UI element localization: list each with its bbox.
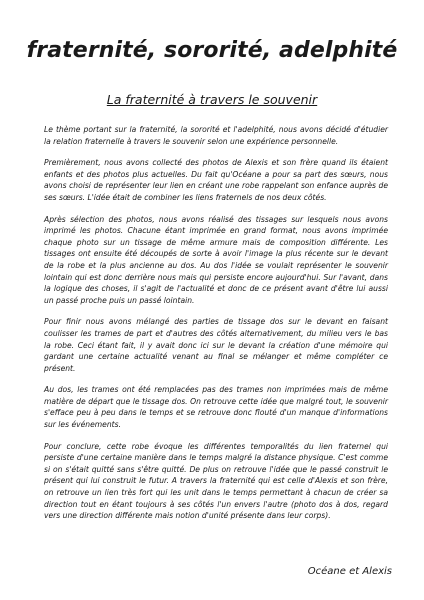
paragraph-weaving: Après sélection des photos, nous avons réalisé des tissages sur lesquels nous avons imprimé les photos. Chacune étant imprimée en grand format, nous avons imprimée chaque photo sur un tissage de même armure mais de composition différente. Les tissages ont ensuite été découpés de sorte à avoir l'image la plus récente sur le devant de la robe et la plus ancienne au dos. Au dos l'idée se voulait représenter le souvenir lointain qui est donc derrière nous mais qui persiste encore aujourd'hui. Sur l'avant, dans la logique des choses, il s'agit de l'actualité et donc de ce présent avant d'être lui aussi un passé proche puis un passé lointain. bbox=[44, 214, 388, 305]
signature: Océane et Alexis bbox=[307, 566, 392, 577]
document-body bbox=[44, 124, 388, 532]
paragraph-intro: Le thème portant sur la fraternité, la sororité et l'adelphité, nous avons décidé d'étudier la relation fraternelle à travers le souvenir selon une expérience personnelle. bbox=[44, 125, 388, 146]
paragraph-back: Au dos, les trames ont été remplacées pas des trames non imprimées mais de même matière de départ que le tissage dos. On retrouve cette idée que malgré tout, le souvenir s'efface peu à peu dans le temps et se retrouve donc flouté d'un manque d'informations sur les événements. bbox=[44, 385, 388, 430]
paragraph-conclusion: Pour conclure, cette robe évoque les différentes temporalités du lien fraternel qui persiste d'une certaine manière dans le temps malgré la distance physique. C'est comme si on s'était quitté sans s'être quitté. De plus on retrouve l'idée que le passé construit le présent qui lui construit le futur. A travers la fraternité qui est celle d'Alexis et son frère, on retrouve un lien très fort qui les unit dans le temps permettant à chacun de créer sa direction tout en étant toujours à ses côtés l'un envers l'autre (photo dos à dos, regard vers une direction différente mais notion d'unité présente dans leur corps). bbox=[44, 441, 388, 521]
page-title: fraternité, sororité, adelphité bbox=[26, 38, 398, 63]
page-subtitle: La fraternité à travers le souvenir bbox=[106, 92, 318, 107]
paragraph-collection: Premièrement, nous avons collecté des photos de Alexis et son frère quand ils étaient enfants et des photos plus actuelles. Du fait qu'Océane a pour sa part des sœurs, nous avons choisi de représenter leur lien en créant une robe rappelant son enfance auprès de ses sœurs. L'idée était de combiner les liens fraternels de nos deux côtés. bbox=[44, 158, 388, 202]
paragraph-mixing: Pour finir nous avons mélangé des parties de tissage dos sur le devant en faisant coulisser les trames de part et d'autres des côtés alternativement, du milieu vers le bas la robe. Ceci étant fait, il y avait donc ici sur le devant la création d'une mémoire qui gardant une certaine actualité venant au final se mélanger et même compléter ce présent. bbox=[44, 317, 388, 373]
